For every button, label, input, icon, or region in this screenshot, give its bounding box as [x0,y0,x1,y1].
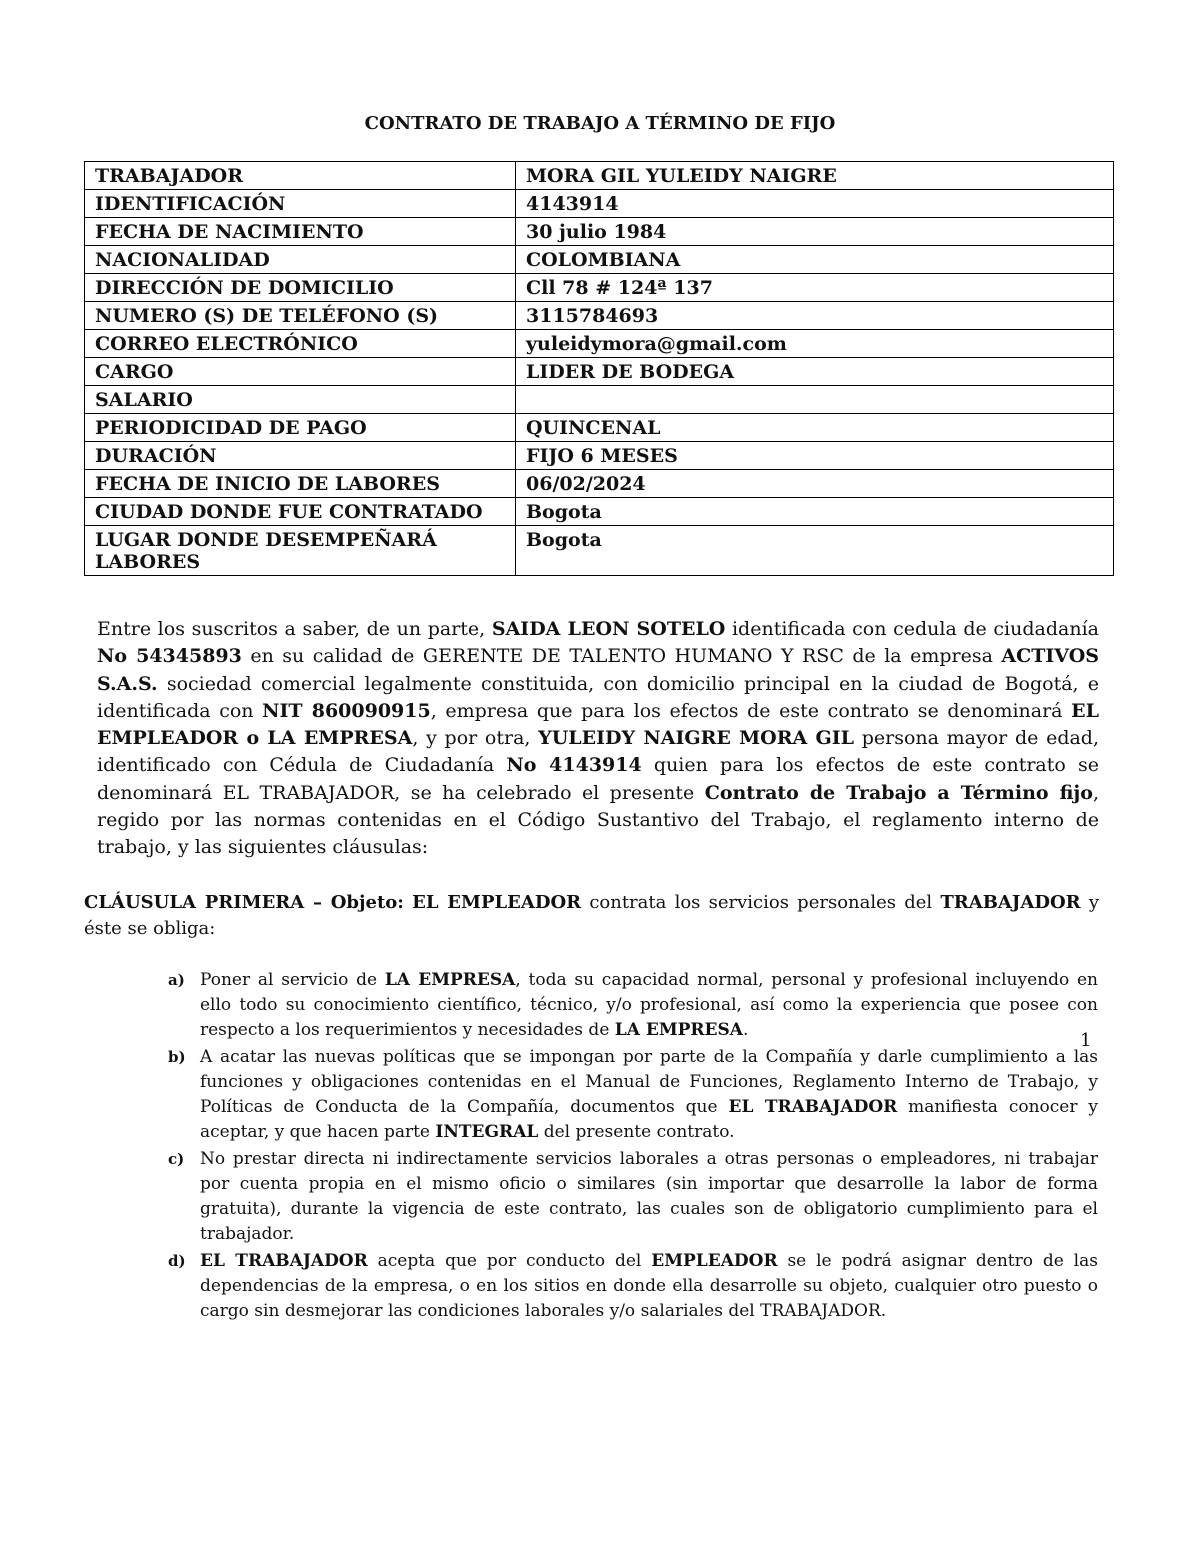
worker-info-table [84,161,1114,576]
page-number: 1 [1080,1030,1092,1051]
item-bold: LA EMPRESA [614,1020,743,1040]
obligations-list [150,968,1098,1326]
row-value: FIJO 6 MESES [516,442,1114,470]
intro-text: en su calidad de GERENTE DE TALENTO HUMANO Y RSC de la empresa [241,645,1002,668]
intro-text: quien para los efectos de este contrato se denominará EL TRABAJADOR, se ha celebrado el presente [97,754,1099,804]
row-value: yuleidymora@gmail.com [516,330,1114,358]
table-row [85,190,1114,218]
item-text: del presente contrato. [538,1122,735,1142]
item-text: A acatar las nuevas políticas que se impongan por parte de la Compañía y darle cumplimiento a las funciones y obligaciones contenidas en el Manual de Funciones, Reglamento Interno de Trabajo, y Políticas de Conducta de la Compañía, documentos que [200,1047,1098,1117]
clause-bold: TRABAJADOR [940,892,1081,913]
row-label: IDENTIFICACIÓN [85,190,516,218]
table-row [85,302,1114,330]
row-value: 06/02/2024 [516,470,1114,498]
item-label: b) [168,1048,186,1066]
list-item [150,1147,1098,1247]
intro-text: sociedad comercial legalmente constituida, con domicilio principal en la ciudad de Bogotá, e identificada con [97,672,1099,722]
intro-text: Entre los suscritos a saber, de un parte, [97,618,492,640]
row-label: FECHA DE NACIMIENTO [85,218,516,246]
table-row [85,218,1114,246]
item-text: acepta que por conducto del [367,1251,652,1271]
intro-text: identificada con cedula de ciudadanía [725,618,1099,640]
row-value: Cll 78 # 124ª 137 [516,274,1114,302]
item-bold: EL TRABAJADOR [728,1097,898,1117]
item-label: d) [168,1252,186,1270]
table-row [85,526,1114,576]
table-row [85,386,1114,414]
item-bold: INTEGRAL [435,1122,539,1142]
row-label: TRABAJADOR [85,162,516,190]
clause-text: y éste se obliga: [84,892,1099,939]
row-value: 3115784693 [516,302,1114,330]
item-text: se le podrá asignar dentro de las dependencias de la empresa, o en los sitios en donde ella desarrolle su objeto, cualquier otro puesto o cargo sin desmejorar las condiciones laborales y/o salariales del TRABAJADOR. [200,1251,1098,1321]
row-label: DIRECCIÓN DE DOMICILIO [85,274,516,302]
intro-paragraph [97,616,1099,862]
intro-bold: NIT 860090915 [262,699,431,722]
table-row [85,442,1114,470]
row-value: MORA GIL YULEIDY NAIGRE [516,162,1114,190]
row-label: CIUDAD DONDE FUE CONTRATADO [85,498,516,526]
clause-bold: EL EMPLEADOR [412,892,582,913]
row-label: NACIONALIDAD [85,246,516,274]
item-text: , toda su capacidad normal, personal y profesional incluyendo en ello todo su conocimiento científico, técnico, y/o profesional, así como la experiencia que posee con respecto a los requerimientos y necesidades de [200,970,1098,1040]
list-item [150,1045,1098,1145]
intro-bold: YULEIDY NAIGRE MORA GIL [538,727,854,750]
intro-bold: No 54345893 [97,645,242,668]
item-label: a) [168,971,185,989]
row-value: 30 julio 1984 [516,218,1114,246]
row-value: LIDER DE BODEGA [516,358,1114,386]
intro-text: , y por otra, [412,727,539,750]
item-text: . [742,1020,749,1040]
row-value: Bogota [516,498,1114,526]
table-row [85,414,1114,442]
item-text: No prestar directa ni indirectamente servicios laborales a otras personas o empleadores, ni trabajar por cuenta propia en el mismo oficio o similares (sin importar que desarrolle la labor de forma gratuita), durante la vigencia de este contrato, las cuales son de obligatorio cumplimiento para el trabajador. [200,1149,1098,1244]
table-row [85,274,1114,302]
intro-text: , regido por las normas contenidas en el Código Sustantivo del Trabajo, el reglamento interno de trabajo, y las siguientes cláusulas: [97,781,1099,859]
item-label: c) [168,1150,185,1168]
clause-text: contrata los servicios personales del [581,892,941,913]
row-label: CORREO ELECTRÓNICO [85,330,516,358]
item-bold: EMPLEADOR [651,1251,778,1271]
row-label: SALARIO [85,386,516,414]
row-value [516,386,1114,414]
intro-text: persona mayor de edad, identificado con Cédula de Ciudadanía [97,727,1100,777]
row-label: DURACIÓN [85,442,516,470]
table-row [85,498,1114,526]
item-text: Poner al servicio de [200,970,385,990]
row-label: FECHA DE INICIO DE LABORES [85,470,516,498]
row-label: NUMERO (S) DE TELÉFONO (S) [85,302,516,330]
row-value: Bogota [516,526,1114,576]
row-value: 4143914 [516,190,1114,218]
row-label: CARGO [85,358,516,386]
row-label: PERIODICIDAD DE PAGO [85,414,516,442]
item-bold: EL TRABAJADOR [200,1251,368,1271]
intro-bold: ACTIVOS S.A.S. [97,645,1099,695]
table-row [85,162,1114,190]
document-title: CONTRATO DE TRABAJO A TÉRMINO DE FIJO [364,113,836,134]
row-value: COLOMBIANA [516,246,1114,274]
table-row [85,358,1114,386]
list-item [150,1249,1098,1324]
clause-heading: CLÁUSULA PRIMERA – Objeto: [84,892,404,913]
intro-text: , empresa que para los efectos de este contrato se denominará [430,699,1072,722]
intro-bold: SAIDA LEON SOTELO [491,618,726,640]
intro-bold: EL EMPLEADOR o LA EMPRESA [97,699,1099,750]
table-row [85,330,1114,358]
intro-bold: No 4143914 [506,754,642,777]
table-row [85,470,1114,498]
row-label: LUGAR DONDE DESEMPEÑARÁ LABORES [85,526,516,576]
list-item [150,968,1098,1043]
item-bold: LA EMPRESA [384,970,516,990]
row-value: QUINCENAL [516,414,1114,442]
table-row [85,246,1114,274]
clause-primera [84,890,1099,942]
item-text: manifiesta conocer y aceptar, y que hacen parte [200,1097,1098,1142]
intro-bold: Contrato de Trabajo a Término fijo [704,781,1093,804]
